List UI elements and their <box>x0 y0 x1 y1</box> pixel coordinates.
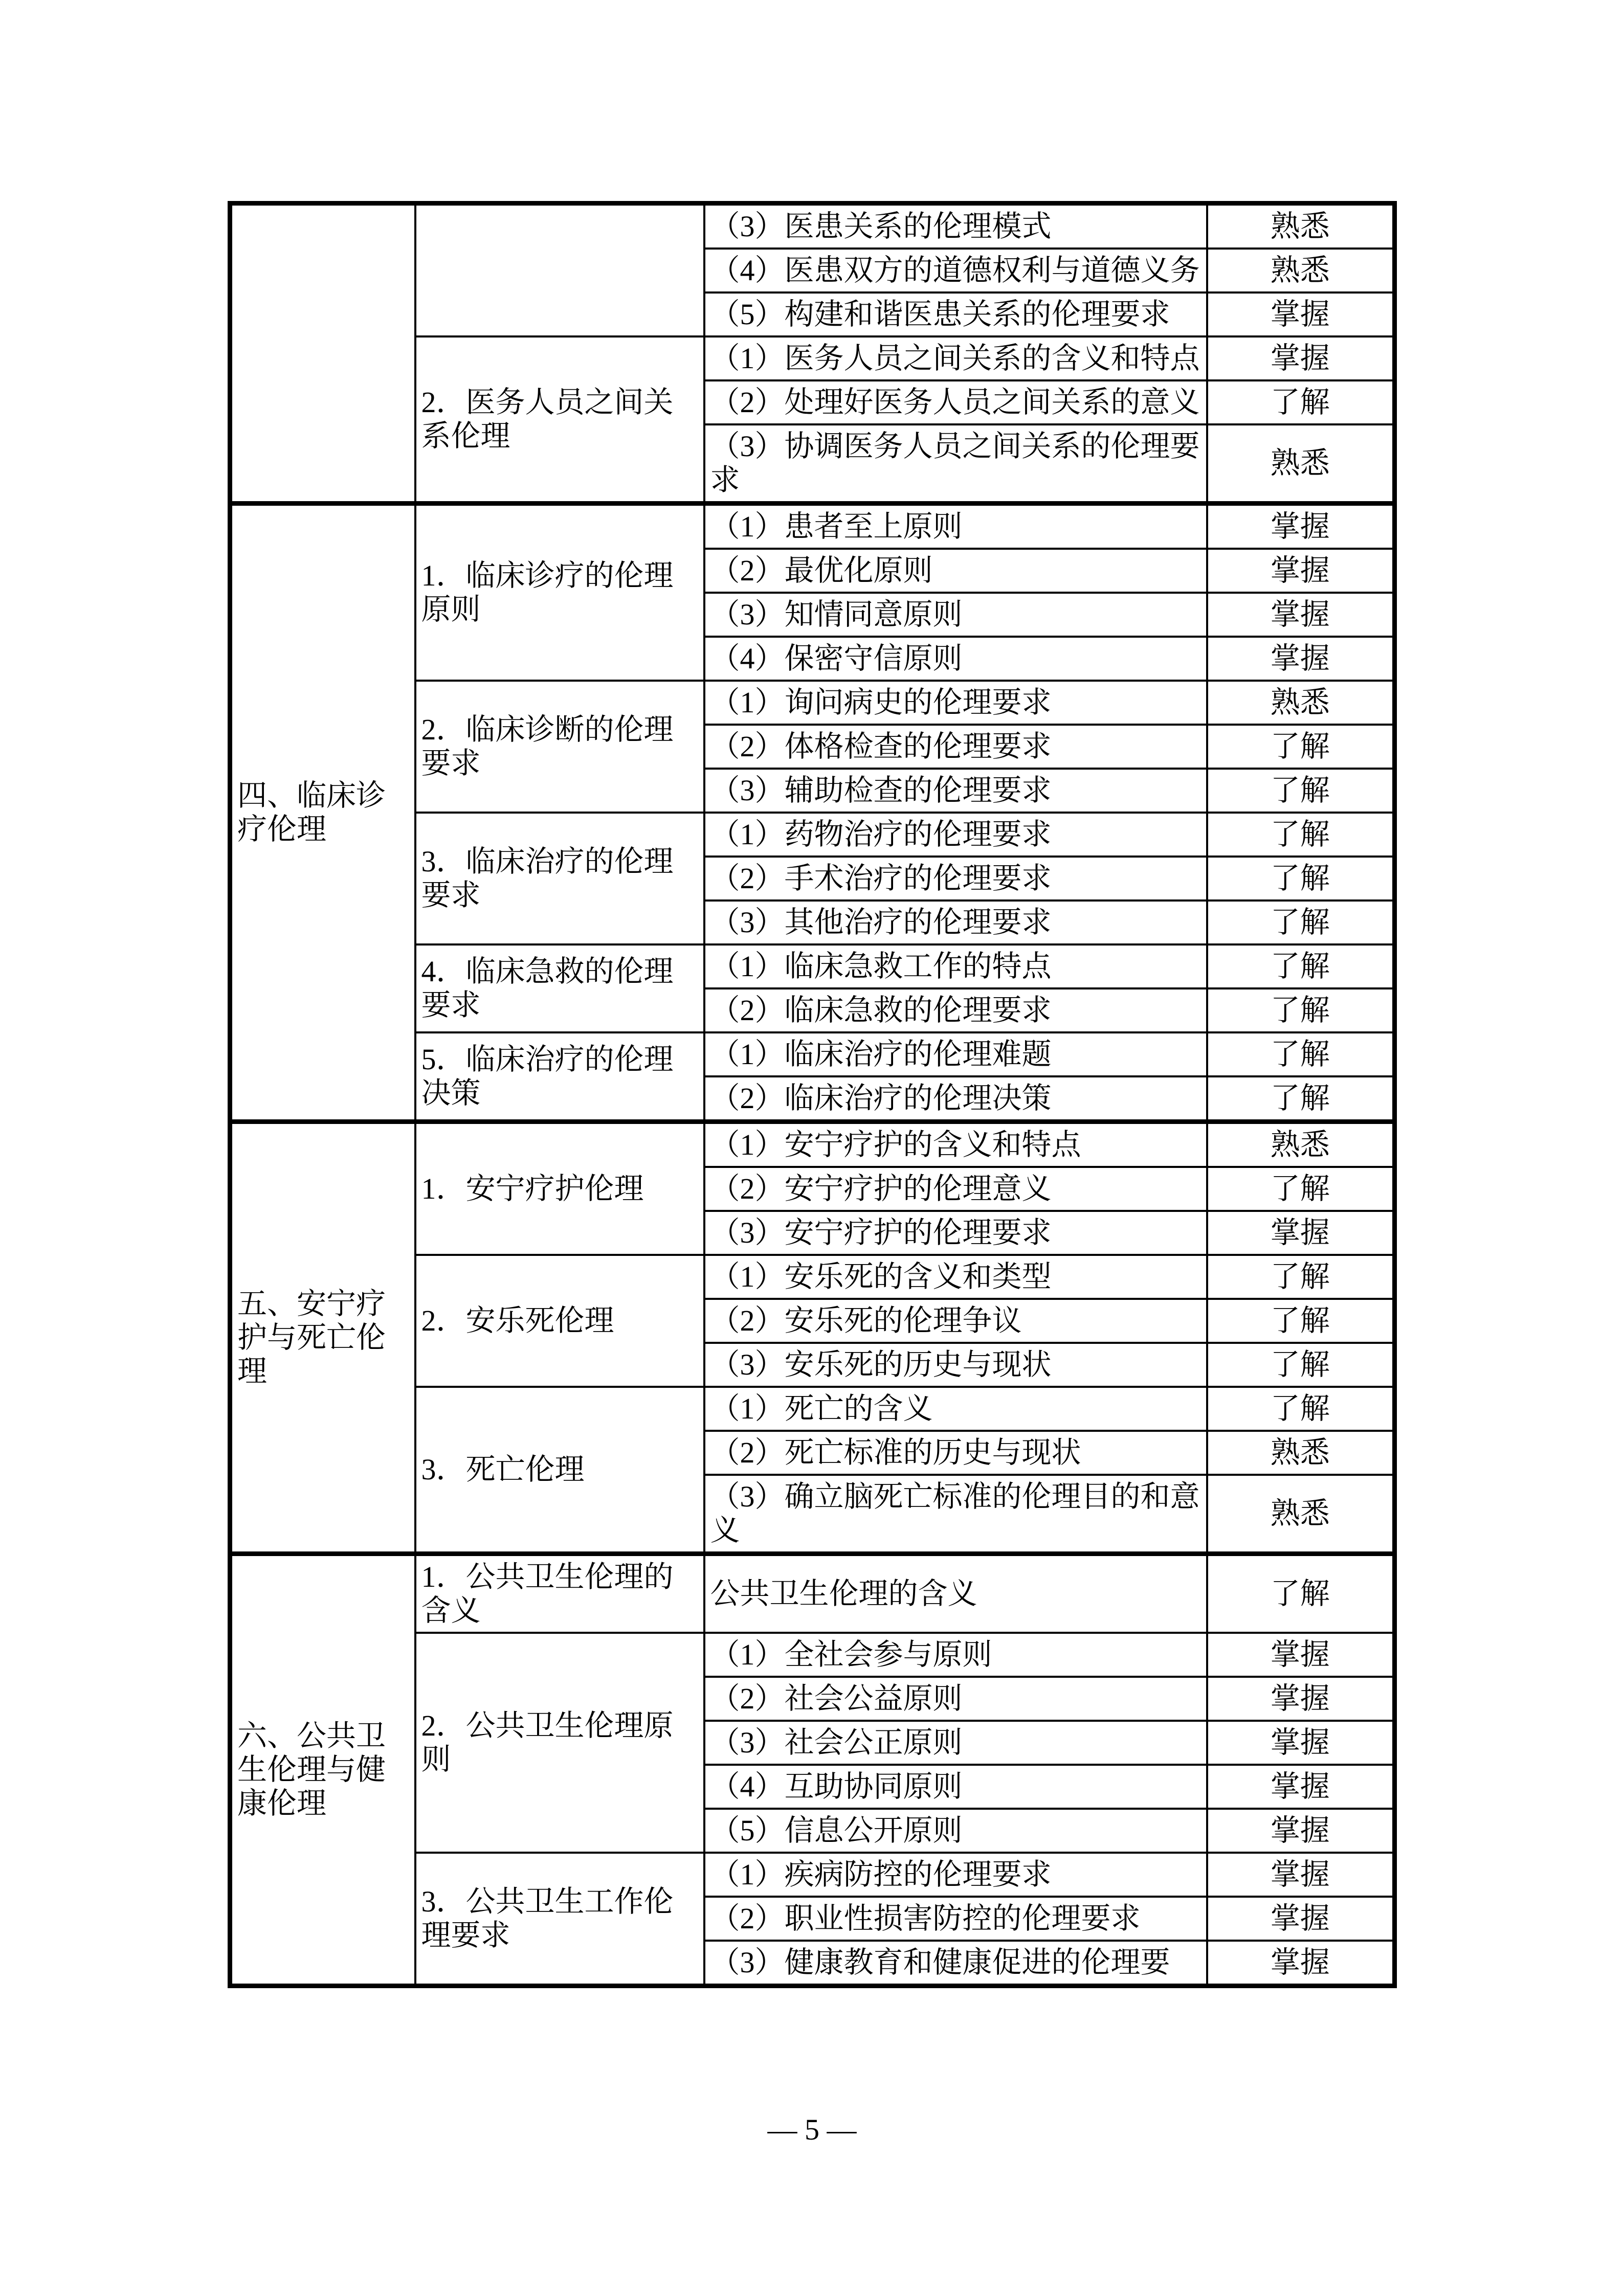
level-cell: 了解 <box>1207 1299 1395 1343</box>
item-cell: （3）健康教育和健康促进的伦理要 <box>704 1941 1207 1986</box>
level-cell: 熟悉 <box>1207 1122 1395 1167</box>
level-cell: 掌握 <box>1207 1721 1395 1765</box>
level-cell: 熟悉 <box>1207 1475 1395 1554</box>
section-cell: 六、公共卫生伦理与健康伦理 <box>230 1554 415 1986</box>
level-cell: 熟悉 <box>1207 424 1395 504</box>
item-cell: （3）协调医务人员之间关系的伦理要求 <box>704 424 1207 504</box>
subsection-cell: 3．死亡伦理 <box>415 1387 704 1554</box>
item-cell: （3）辅助检查的伦理要求 <box>704 769 1207 813</box>
subsection-cell: 2．临床诊断的伦理要求 <box>415 681 704 813</box>
subsection-cell <box>415 204 704 337</box>
item-cell: （1）安乐死的含义和类型 <box>704 1255 1207 1299</box>
page-number: — 5 — <box>767 2113 857 2146</box>
level-cell: 掌握 <box>1207 1941 1395 1986</box>
subsection-cell: 2．医务人员之间关系伦理 <box>415 336 704 504</box>
level-cell: 掌握 <box>1207 336 1395 380</box>
item-cell: （1）患者至上原则 <box>704 504 1207 549</box>
level-cell: 了解 <box>1207 1387 1395 1431</box>
item-cell: （1）全社会参与原则 <box>704 1633 1207 1677</box>
table-row <box>230 1122 1395 1167</box>
subsection-cell: 3．临床治疗的伦理要求 <box>415 813 704 944</box>
item-cell: （3）知情同意原则 <box>704 593 1207 637</box>
subsection-cell: 1．临床诊疗的伦理原则 <box>415 504 704 681</box>
item-cell: （2）处理好医务人员之间关系的意义 <box>704 380 1207 424</box>
item-cell: （3）医患关系的伦理模式 <box>704 204 1207 249</box>
level-cell: 了解 <box>1207 1167 1395 1211</box>
level-cell: 了解 <box>1207 1554 1395 1633</box>
item-cell: （2）死亡标准的历史与现状 <box>704 1431 1207 1475</box>
level-cell: 了解 <box>1207 725 1395 769</box>
level-cell: 掌握 <box>1207 504 1395 549</box>
section-cell: 五、安宁疗护与死亡伦理 <box>230 1122 415 1554</box>
item-cell: （1）药物治疗的伦理要求 <box>704 813 1207 857</box>
item-cell: （2）临床治疗的伦理决策 <box>704 1076 1207 1122</box>
table-row <box>230 1554 1395 1633</box>
item-cell: （1）临床治疗的伦理难题 <box>704 1032 1207 1076</box>
level-cell: 掌握 <box>1207 1211 1395 1255</box>
item-cell: （3）安宁疗护的伦理要求 <box>704 1211 1207 1255</box>
item-cell: （3）其他治疗的伦理要求 <box>704 901 1207 944</box>
table-row <box>230 204 1395 249</box>
level-cell: 了解 <box>1207 988 1395 1032</box>
item-cell: （4）互助协同原则 <box>704 1765 1207 1809</box>
level-cell: 了解 <box>1207 1255 1395 1299</box>
subsection-cell: 1．安宁疗护伦理 <box>415 1122 704 1255</box>
level-cell: 掌握 <box>1207 1853 1395 1897</box>
level-cell: 掌握 <box>1207 1765 1395 1809</box>
item-cell: （1）安宁疗护的含义和特点 <box>704 1122 1207 1167</box>
section-cell <box>230 204 415 504</box>
level-cell: 熟悉 <box>1207 1431 1395 1475</box>
item-cell: （2）社会公益原则 <box>704 1677 1207 1721</box>
item-cell: （3）确立脑死亡标准的伦理目的和意义 <box>704 1475 1207 1554</box>
item-cell: （2）手术治疗的伦理要求 <box>704 857 1207 901</box>
level-cell: 掌握 <box>1207 1897 1395 1941</box>
item-cell: （2）体格检查的伦理要求 <box>704 725 1207 769</box>
level-cell: 掌握 <box>1207 1809 1395 1853</box>
level-cell: 了解 <box>1207 769 1395 813</box>
level-cell: 掌握 <box>1207 292 1395 336</box>
subsection-cell: 3．公共卫生工作伦理要求 <box>415 1853 704 1986</box>
level-cell: 熟悉 <box>1207 249 1395 292</box>
item-cell: （1）医务人员之间关系的含义和特点 <box>704 336 1207 380</box>
subsection-cell: 5．临床治疗的伦理决策 <box>415 1032 704 1122</box>
level-cell: 了解 <box>1207 944 1395 988</box>
item-cell: （4）医患双方的道德权利与道德义务 <box>704 249 1207 292</box>
item-cell: （5）信息公开原则 <box>704 1809 1207 1853</box>
level-cell: 掌握 <box>1207 593 1395 637</box>
subsection-cell: 1．公共卫生伦理的含义 <box>415 1554 704 1633</box>
subsection-cell: 2．安乐死伦理 <box>415 1255 704 1387</box>
item-cell: （2）安宁疗护的伦理意义 <box>704 1167 1207 1211</box>
item-cell: （2）临床急救的伦理要求 <box>704 988 1207 1032</box>
level-cell: 熟悉 <box>1207 204 1395 249</box>
item-cell: （4）保密守信原则 <box>704 637 1207 681</box>
section-cell: 四、临床诊疗伦理 <box>230 504 415 1122</box>
subsection-cell: 2．公共卫生伦理原则 <box>415 1633 704 1853</box>
level-cell: 了解 <box>1207 1343 1395 1387</box>
item-cell: （1）死亡的含义 <box>704 1387 1207 1431</box>
item-cell: （2）安乐死的伦理争议 <box>704 1299 1207 1343</box>
level-cell: 掌握 <box>1207 549 1395 593</box>
level-cell: 了解 <box>1207 380 1395 424</box>
item-cell: （3）社会公正原则 <box>704 1721 1207 1765</box>
subsection-cell: 4．临床急救的伦理要求 <box>415 944 704 1032</box>
level-cell: 熟悉 <box>1207 681 1395 725</box>
syllabus-table-body <box>230 204 1395 1986</box>
table-row <box>230 504 1395 549</box>
item-cell: （1）临床急救工作的特点 <box>704 944 1207 988</box>
item-cell: 公共卫生伦理的含义 <box>704 1554 1207 1633</box>
level-cell: 掌握 <box>1207 1677 1395 1721</box>
level-cell: 了解 <box>1207 857 1395 901</box>
syllabus-table <box>228 201 1397 1988</box>
item-cell: （1）疾病防控的伦理要求 <box>704 1853 1207 1897</box>
item-cell: （1）询问病史的伦理要求 <box>704 681 1207 725</box>
level-cell: 掌握 <box>1207 1633 1395 1677</box>
level-cell: 了解 <box>1207 901 1395 944</box>
level-cell: 了解 <box>1207 1076 1395 1122</box>
item-cell: （2）职业性损害防控的伦理要求 <box>704 1897 1207 1941</box>
level-cell: 掌握 <box>1207 637 1395 681</box>
level-cell: 了解 <box>1207 813 1395 857</box>
item-cell: （5）构建和谐医患关系的伦理要求 <box>704 292 1207 336</box>
item-cell: （2）最优化原则 <box>704 549 1207 593</box>
item-cell: （3）安乐死的历史与现状 <box>704 1343 1207 1387</box>
level-cell: 了解 <box>1207 1032 1395 1076</box>
